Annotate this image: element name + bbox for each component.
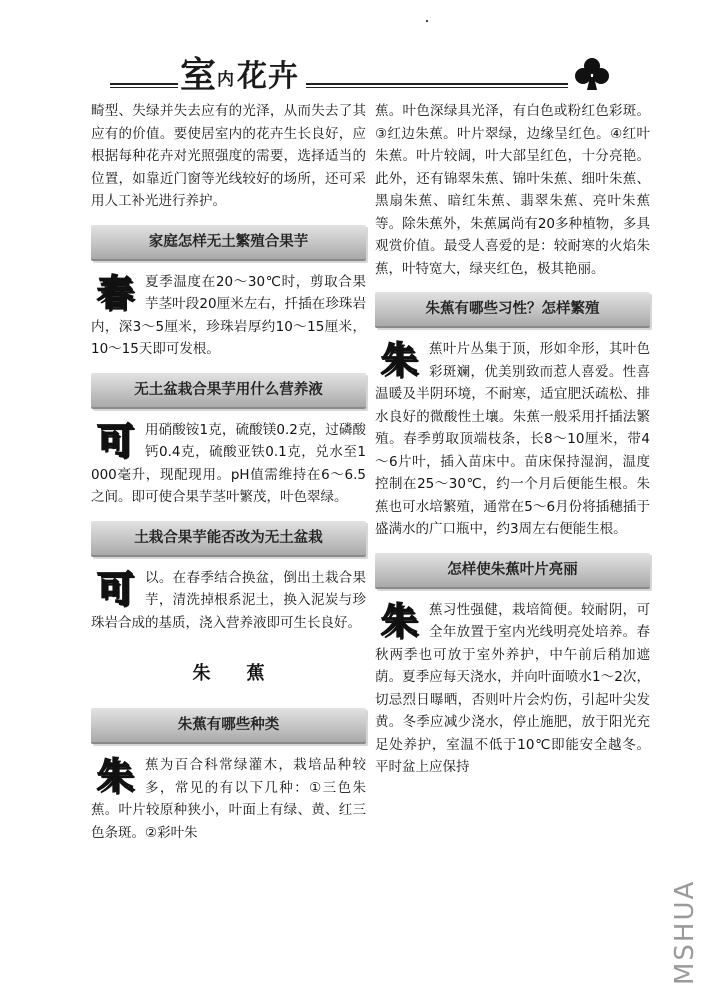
section-body: 以。在春季结合换盆，倒出土栽合果芋，清洗掉根系泥土，换入泥炭与珍珠岩合成的基质，浇入营养液即可生长良好。 xyxy=(91,569,366,631)
drop-cap: 朱 xyxy=(380,339,417,381)
section-paragraph-soilless-propagation xyxy=(91,271,366,361)
section-body: 蕉叶片丛集于顶，形如伞形，其叶色彩斑斓，优美别致而惹人喜爱。性喜温暖及半阴环境，不耐寒，适宜肥沃疏松、排水良好的微酸性土壤。朱蕉一般采用扦插法繁殖。春季剪取顶端枝条，长8～10厘米，带4～6片叶，插入苗床中。苗床保持湿润，温度控制在25～30℃，约一个月后便能生根。朱蕉也可水培繁殖，通常在5～6月份将插穗插于盛满水的广口瓶中，约3周左右便能生根。 xyxy=(375,341,650,537)
left-column xyxy=(91,100,366,844)
header-title-rest: 花卉 xyxy=(237,59,299,94)
header-title-small-char: 内 xyxy=(217,70,234,90)
drop-cap: 可 xyxy=(96,419,133,462)
watermark-text: MSHUA xyxy=(670,879,700,985)
section-body: 蕉为百合科常绿灌木，栽培品种较多，常见的有以下几种：①三色朱蕉。叶片较原种狭小，叶面上有绿、黄、红三色条斑。②彩叶朱 xyxy=(91,757,366,841)
section-banner-cordyline-bright-leaves: 怎样使朱蕉叶片亮丽 xyxy=(375,553,650,589)
section-paragraph-cordyline-varieties xyxy=(91,754,366,844)
page-header-title xyxy=(180,55,304,99)
right-column xyxy=(375,100,650,779)
section-title-cordyline: 朱 蕉 xyxy=(192,663,265,684)
header-rule-right xyxy=(306,83,568,88)
drop-cap: 朱 xyxy=(380,599,417,642)
section-body: 蕉习性强健，栽培简便。较耐阴，可全年放置于室内光线明亮处培养。春秋两季也可放于室外养护，中午前后稍加遮荫。夏季应每天浇水，并向叶面喷水1～2次，切忌烈日曝晒，否则叶片会灼伤，引起叶尖发黄。冬季应减少浇水，停止施肥，放于阳光充足处养护，室温不低于10℃即能安全越冬。平时盆上应保持 xyxy=(375,601,650,775)
drop-cap: 可 xyxy=(96,567,133,610)
section-banner-cordyline-habits: 朱蕉有哪些习性？怎样繁殖 xyxy=(375,292,650,328)
drop-cap: 春 xyxy=(96,271,133,314)
section-paragraph-soil-to-soilless xyxy=(91,567,366,635)
left-intro-paragraph: 畸型、失绿并失去应有的光泽，从而失去了其应有的价值。要使居室内的花卉生长良好，应根据每种花卉对光照强度的需要，选择适当的位置，如靠近门窗等光线较好的场所，还可采用人工补光进行养护。 xyxy=(91,103,366,209)
section-body: 用硝酸铵1克，硫酸镁0.2克，过磷酸钙0.4克，硫酸亚铁0.1克，兑水至1000毫升，现配现用。pH值需维持在6～6.5之间。即可使合果芋茎叶繁茂，叶色翠绿。 xyxy=(91,421,366,505)
section-banner-nutrient-solution: 无土盆栽合果芋用什么营养液 xyxy=(91,373,366,409)
section-paragraph-cordyline-habits xyxy=(375,338,650,541)
header-rule-left xyxy=(110,83,178,88)
section-banner-soilless-propagation: 家庭怎样无土繁殖合果芋 xyxy=(91,225,366,261)
section-paragraph-nutrient-solution xyxy=(91,419,366,509)
section-paragraph-cordyline-bright-leaves xyxy=(375,599,650,779)
drop-cap: 朱 xyxy=(96,755,133,797)
right-intro-paragraph: 蕉。叶色深绿具光泽，有白色或粉红色彩斑。③红边朱蕉。叶片翠绿，边缘呈红色。④红叶朱蕉。叶片较阔，叶大部呈红色，十分亮艳。此外，还有锦翠朱蕉、锦叶朱蕉、细叶朱蕉、黑扇朱蕉、暗红朱蕉、翡翠朱蕉、亮叶朱蕉等。除朱蕉外，朱蕉属尚有20多种植物，多具观赏价值。最受人喜爱的是：较耐寒的火焰朱蕉，叶特宽大，绿夹红色，极其艳丽。 xyxy=(375,103,650,277)
section-body: 夏季温度在20～30℃时，剪取合果芋茎叶段20厘米左右，扦插在珍珠岩内，深3～5厘米，珍珠岩厚约10～15厘米，10～15天即可发根。 xyxy=(91,273,366,357)
club-icon xyxy=(572,55,612,95)
section-banner-cordyline-varieties: 朱蕉有哪些种类 xyxy=(91,708,366,744)
header-title-big-char: 室 xyxy=(180,54,217,96)
print-speck xyxy=(426,20,428,22)
section-banner-soil-to-soilless: 土栽合果芋能否改为无土盆栽 xyxy=(91,521,366,557)
